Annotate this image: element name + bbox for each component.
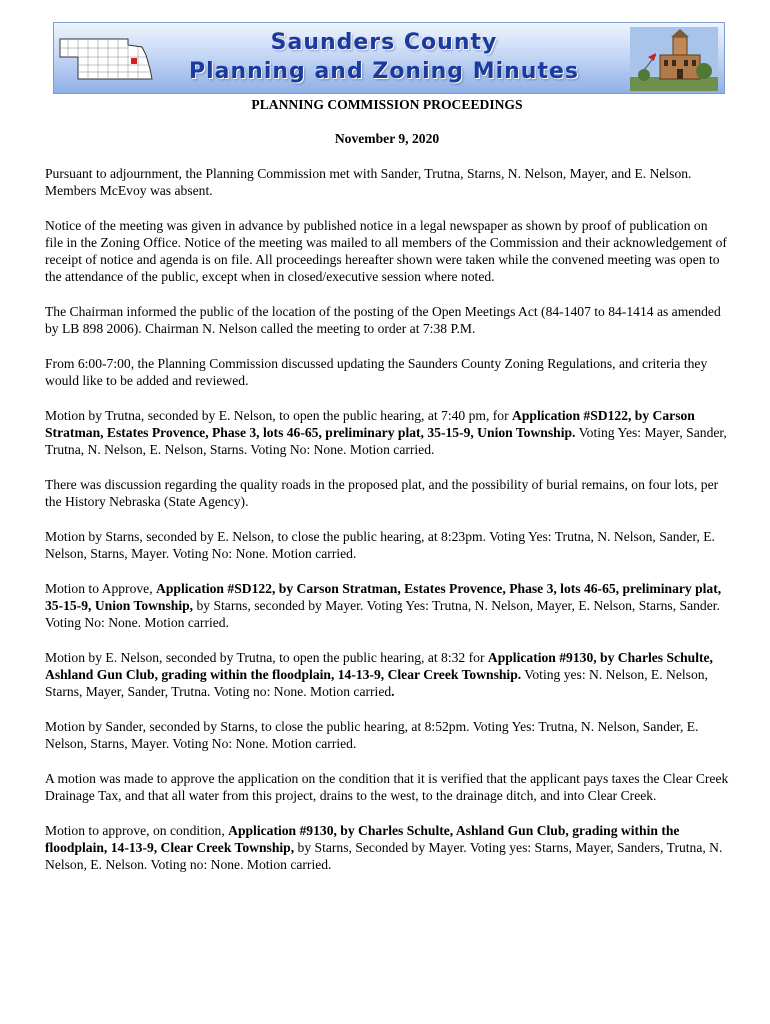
meeting-date: November 9, 2020 xyxy=(334,131,440,146)
document-heading: PLANNING COMMISSION PROCEEDINGS xyxy=(251,97,523,112)
text-run: Voting yes: N. Nelson, E. Nelson, Starns, Mayer, Sander, Trutna. Voting no: None. Motion carried xyxy=(45,667,708,699)
header-banner xyxy=(53,22,725,94)
banner-title-line1: Saunders County xyxy=(270,30,498,55)
minutes-paragraph xyxy=(45,303,729,337)
minutes-paragraph xyxy=(45,217,729,285)
text-run: Motion by Starns, seconded by E. Nelson, to close the public hearing, at 8:23pm. Voting Yes: Trutna, N. Nelson, Sander, E. Nelson, Starns, Mayer. Voting No: None. Motion carried. xyxy=(45,529,715,561)
text-run: Motion by Trutna, seconded by E. Nelson, to open the public hearing, at 7:40 pm, for xyxy=(45,408,513,423)
minutes-paragraph xyxy=(45,770,729,804)
minutes-document xyxy=(45,94,729,873)
text-run: Pursuant to adjournment, the Planning Commission met with Sander, Trutna, Starns, N. Nelson, Mayer, and E. Nelson. Members McEvoy was absent. xyxy=(45,166,692,198)
text-run: by Starns, Seconded by Mayer. Voting yes: Starns, Mayer, Sanders, Trutna, N. Nelson, E. Nelson. Voting no: None. Motion carried. xyxy=(45,840,723,872)
text-run: There was discussion regarding the quality roads in the proposed plat, and the possibility of burial remains, on four lots, per the History Nebraska (State Agency). xyxy=(45,477,719,509)
text-run: by Starns, seconded by Mayer. Voting Yes: Trutna, N. Nelson, Mayer, E. Nelson, Starns, Sander. Voting No: None. Motion carried. xyxy=(45,598,720,630)
minutes-paragraph xyxy=(45,476,729,510)
courthouse-photo-icon xyxy=(630,27,718,91)
nebraska-map-icon xyxy=(58,35,154,83)
banner-title-line2: Planning and Zoning Minutes xyxy=(189,59,579,84)
bold-text-run: . xyxy=(391,684,395,699)
text-run: The Chairman informed the public of the location of the posting of the Open Meetings Act (84-1407 to 84-1414 as amended by LB 898 2006). Chairman N. Nelson called the meeting to order at 7:38 P.M. xyxy=(45,304,721,336)
text-run: Motion to Approve, xyxy=(45,581,157,596)
minutes-paragraph xyxy=(45,355,729,389)
text-run: Motion to approve, on condition, xyxy=(45,823,229,838)
minutes-paragraph xyxy=(45,165,729,199)
minutes-paragraph xyxy=(45,580,729,631)
bold-text-run: Application #9130, by Charles Schulte, Ashland Gun Club, grading within the floodplain, 14-13-9, Clear Creek Township. xyxy=(45,650,713,682)
minutes-paragraph xyxy=(45,822,729,873)
bold-text-run: Application #SD122, by Carson Stratman, Estates Provence, Phase 3, lots 46-65, preliminary plat, 35-15-9, Union Township. xyxy=(45,408,695,440)
bold-text-run: Application #SD122, by Carson Stratman, Estates Provence, Phase 3, lots 46-65, preliminary plat, 35-15-9, Union Township, xyxy=(45,581,722,613)
bold-text-run: Application #9130, by Charles Schulte, Ashland Gun Club, grading within the floodplain, 14-13-9, Clear Creek Township, xyxy=(45,823,680,855)
text-run: Motion by Sander, seconded by Starns, to close the public hearing, at 8:52pm. Voting Yes: Trutna, N. Nelson, Sander, E. Nelson, Starns, Mayer. Voting No: None. Motion carried. xyxy=(45,719,699,751)
text-run: Notice of the meeting was given in advance by published notice in a legal newspaper as shown by proof of publication on file in the Zoning Office. Notice of the meeting was mailed to all members of the Commission and their acknowledgement of receipt of notice and agenda is on file. All proceedings hereafter shown were taken while the convened meeting was open to the attendance of the public, except when in closed/executive session where noted. xyxy=(45,218,727,284)
banner-title xyxy=(174,29,594,87)
minutes-body xyxy=(45,165,729,873)
minutes-paragraph xyxy=(45,718,729,752)
text-run: Motion by E. Nelson, seconded by Trutna, to open the public hearing, at 8:32 for xyxy=(45,650,488,665)
text-run: A motion was made to approve the application on the condition that it is verified that the applicant pays taxes the Clear Creek Drainage Tax, and that all water from this project, drains to the west, to the drainage ditch, and into Clear Creek. xyxy=(45,771,729,803)
minutes-paragraph xyxy=(45,649,729,700)
minutes-paragraph xyxy=(45,407,729,458)
minutes-paragraph xyxy=(45,528,729,562)
text-run: From 6:00-7:00, the Planning Commission discussed updating the Saunders County Zoning Regulations, and criteria they would like to be added and reviewed. xyxy=(45,356,708,388)
text-run: Voting Yes: Mayer, Sander, Trutna, N. Nelson, E. Nelson, Starns. Voting No: None. Motion carried. xyxy=(45,425,727,457)
